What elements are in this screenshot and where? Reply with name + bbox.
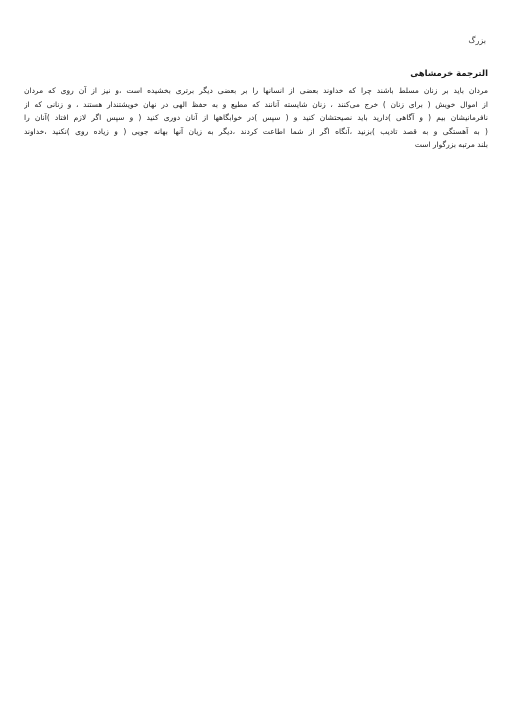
paragraph-line: بلند مرتبه بزرگوار است (414, 140, 488, 150)
section-title: الترجمة خرمشاهی (410, 69, 488, 79)
paragraph-line: ( به آهستگی و به قصد تادیب )بزنید ،آنگاه اگر از شما اطاعت کردند ،دیگر به زیان آنها بهانه جویی ( و زیاده روی )نکنید ،خداوند (24, 126, 488, 136)
translation-section (24, 68, 488, 152)
paragraph-line: مردان باید بر زنان مسلط باشند چرا که خداوند بعضی از انسانها را بر بعضی دیگر برتری بخشیده است ،و نیز از آن روی که مردان (24, 86, 488, 95)
paragraph-line: از اموال خویش ( برای زنان ) خرج می‌کنند ، زنان شایسته آنانند که مطیع و به حفظ الهی در نهان خویشتندار هستند ، و زنانی که از (24, 99, 488, 109)
page-header-word: بزرگ (468, 36, 486, 45)
paragraph-line: نافرمانیشان بیم ( و آگاهی )دارید باید نصیحتشان کنید و ( سپس )در خوابگاهها از آنان دوری کنید ( و سپس اگر لازم افتاد )آنان را (24, 113, 488, 123)
